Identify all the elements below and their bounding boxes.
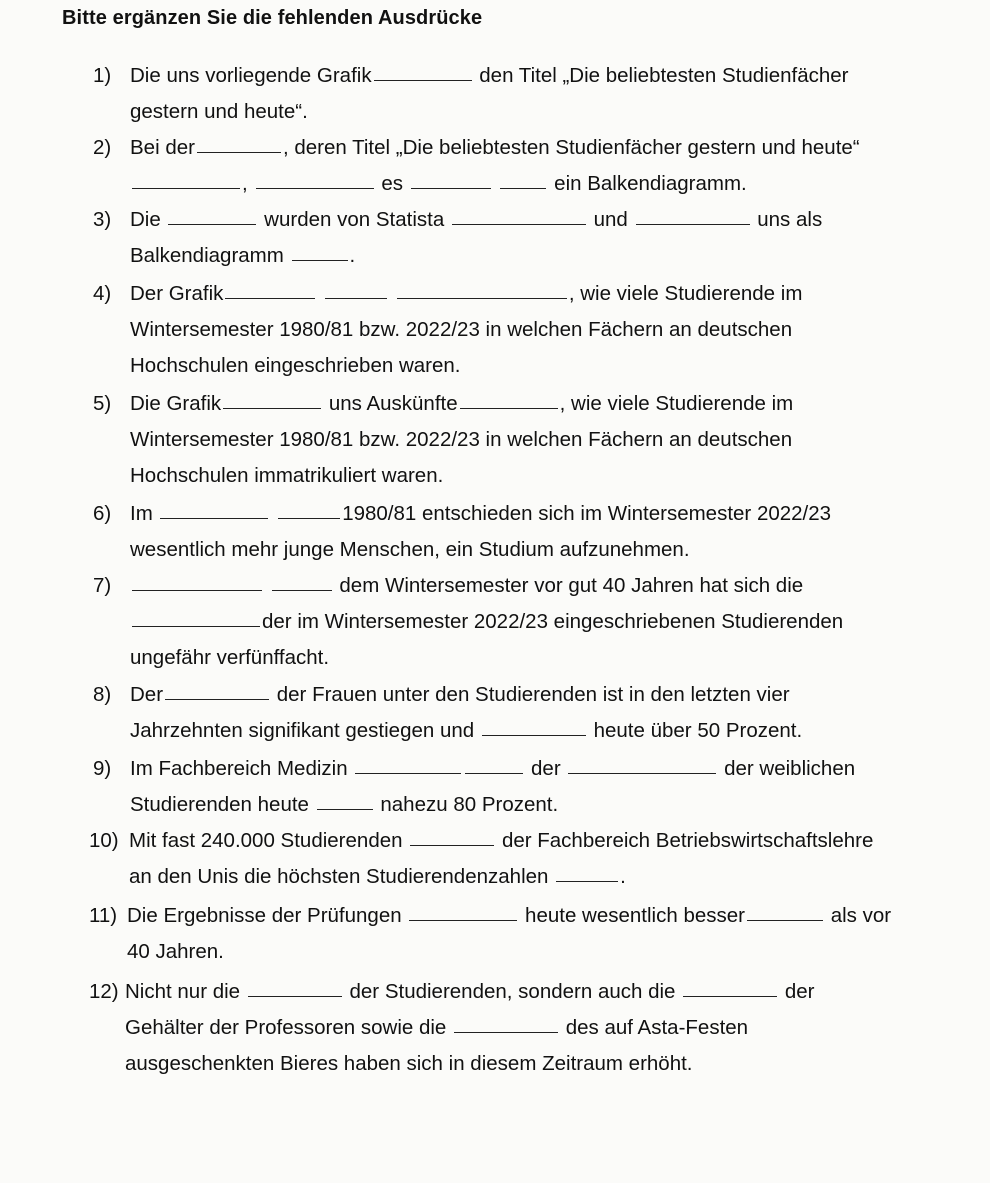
- item-line: [130, 496, 831, 532]
- item-line: [130, 94, 849, 130]
- item-text: der Studierenden, sondern auch die: [349, 980, 676, 1003]
- item-text: Wintersemester 1980/81 bzw. 2022/23 in welchen Fächern an deutschen: [130, 428, 793, 451]
- exercise-item-3: [93, 202, 822, 274]
- item-line: [125, 974, 815, 1010]
- item-text: der: [531, 757, 561, 780]
- item-text: ungefähr verfünffacht.: [130, 646, 330, 669]
- answer-blank[interactable]: [256, 188, 374, 189]
- item-line: [130, 386, 793, 422]
- answer-blank[interactable]: [568, 773, 716, 774]
- item-number: 4): [93, 282, 112, 305]
- item-number: 10): [89, 829, 119, 852]
- item-line: [130, 202, 822, 238]
- item-text: ein Balkendiagramm.: [554, 172, 747, 195]
- item-number: 3): [93, 208, 112, 231]
- answer-blank[interactable]: [747, 920, 823, 921]
- exercise-item-11: [89, 898, 891, 970]
- item-text: der Frauen unter den Studierenden ist in den letzten vier: [276, 683, 790, 706]
- item-text: Balkendiagramm: [130, 244, 284, 267]
- item-number: 2): [93, 136, 112, 159]
- item-text: Wintersemester 1980/81 bzw. 2022/23 in welchen Fächern an deutschen: [130, 318, 793, 341]
- item-text: Nicht nur die: [125, 980, 241, 1003]
- answer-blank[interactable]: [160, 518, 268, 519]
- item-text: dem Wintersemester vor gut 40 Jahren hat sich die: [339, 574, 804, 597]
- exercise-item-2: [93, 130, 860, 202]
- item-number: 8): [93, 683, 112, 706]
- answer-blank[interactable]: [452, 224, 586, 225]
- item-text: Mit fast 240.000 Studierenden: [129, 829, 403, 852]
- item-line: [130, 751, 855, 787]
- item-line: [130, 568, 843, 604]
- item-line: [129, 823, 873, 859]
- answer-blank[interactable]: [411, 188, 491, 189]
- answer-blank[interactable]: [410, 845, 494, 846]
- item-text: der Fachbereich Betriebswirtschaftslehre: [501, 829, 874, 852]
- item-text: des auf Asta-Festen: [565, 1016, 749, 1039]
- item-text: wesentlich mehr junge Menschen, ein Studium aufzunehmen.: [130, 538, 690, 561]
- item-line: [130, 276, 802, 312]
- item-line: [130, 532, 831, 568]
- item-text: Bei der: [130, 136, 195, 159]
- item-line: [130, 713, 802, 749]
- item-text: der: [784, 980, 815, 1003]
- exercise-item-5: [93, 386, 793, 494]
- item-number: 12): [89, 980, 119, 1003]
- item-text: heute wesentlich besser: [525, 904, 745, 927]
- item-line: [130, 604, 843, 640]
- answer-blank[interactable]: [374, 80, 472, 81]
- item-text: es: [381, 172, 404, 195]
- exercise-item-4: [93, 276, 802, 384]
- answer-blank[interactable]: [325, 298, 387, 299]
- item-line: [130, 166, 860, 202]
- answer-blank[interactable]: [278, 518, 340, 519]
- item-text: Im: [130, 502, 153, 525]
- answer-blank[interactable]: [132, 626, 260, 627]
- item-line: [130, 422, 793, 458]
- item-text: uns Auskünfte: [328, 392, 458, 415]
- item-text: wurden von Statista: [264, 208, 445, 231]
- item-line: [125, 1046, 815, 1082]
- answer-blank[interactable]: [197, 152, 281, 153]
- item-number: 1): [93, 64, 112, 87]
- exercise-item-12: [89, 974, 815, 1082]
- answer-blank[interactable]: [465, 773, 523, 774]
- answer-blank[interactable]: [500, 188, 546, 189]
- item-number: 11): [89, 904, 118, 927]
- item-text: , deren Titel „Die beliebtesten Studienfächer gestern und heute“: [282, 136, 860, 159]
- item-line: [130, 130, 860, 166]
- item-number: 6): [93, 502, 112, 525]
- item-text: und: [593, 208, 628, 231]
- answer-blank[interactable]: [636, 224, 750, 225]
- item-line: [130, 348, 802, 384]
- item-text: .: [620, 865, 626, 888]
- exercise-item-8: [93, 677, 802, 749]
- item-line: [130, 458, 793, 494]
- exercise-item-7: [93, 568, 843, 676]
- item-text: Studierenden heute: [130, 793, 309, 816]
- answer-blank[interactable]: [223, 408, 321, 409]
- answer-blank[interactable]: [168, 224, 256, 225]
- item-text: der im Wintersemester 2022/23 eingeschriebenen Studierenden: [262, 610, 844, 633]
- answer-blank[interactable]: [225, 298, 315, 299]
- item-text: Jahrzehnten signifikant gestiegen und: [130, 719, 475, 742]
- item-line: [129, 859, 873, 895]
- item-number: 9): [93, 757, 112, 780]
- item-text: heute über 50 Prozent.: [593, 719, 803, 742]
- answer-blank[interactable]: [132, 590, 262, 591]
- item-text: gestern und heute“.: [130, 100, 308, 123]
- item-line: [130, 640, 843, 676]
- item-line: [130, 312, 802, 348]
- item-number: 5): [93, 392, 112, 415]
- item-text: Im Fachbereich Medizin: [130, 757, 348, 780]
- item-line: [127, 898, 891, 934]
- exercise-item-6: [93, 496, 831, 568]
- item-text: , wie viele Studierende im: [568, 282, 803, 305]
- item-text: ,: [242, 172, 248, 195]
- answer-blank[interactable]: [165, 699, 269, 700]
- item-text: Hochschulen eingeschrieben waren.: [130, 354, 461, 377]
- exercise-item-9: [93, 751, 855, 823]
- page-title: Bitte ergänzen Sie die fehlenden Ausdrücke: [62, 7, 483, 29]
- item-line: [130, 238, 822, 274]
- item-text: an den Unis die höchsten Studierendenzahlen: [129, 865, 549, 888]
- item-text: ausgeschenkten Bieres haben sich in diesem Zeitraum erhöht.: [125, 1052, 693, 1075]
- item-text: der weiblichen: [724, 757, 856, 780]
- item-text: Hochschulen immatrikuliert waren.: [130, 464, 444, 487]
- item-text: .: [349, 244, 356, 267]
- item-text: Der Grafik: [130, 282, 224, 305]
- item-text: Die uns vorliegende Grafik: [130, 64, 372, 87]
- answer-blank[interactable]: [556, 881, 618, 882]
- item-text: als vor: [830, 904, 892, 927]
- item-text: den Titel „Die beliebtesten Studienfächer: [479, 64, 849, 87]
- answer-blank[interactable]: [460, 408, 558, 409]
- item-text: Die Grafik: [130, 392, 222, 415]
- answer-blank[interactable]: [292, 260, 348, 261]
- answer-blank[interactable]: [132, 188, 240, 189]
- exercise-item-10: [89, 823, 873, 895]
- item-text: Die: [130, 208, 161, 231]
- answer-blank[interactable]: [482, 735, 586, 736]
- item-line: [125, 1010, 815, 1046]
- answer-blank[interactable]: [683, 996, 777, 997]
- item-text: uns als: [757, 208, 823, 231]
- item-text: Gehälter der Professoren sowie die: [125, 1016, 447, 1039]
- exercise-item-1: [93, 58, 849, 130]
- item-text: 40 Jahren.: [127, 940, 224, 963]
- answer-blank[interactable]: [409, 920, 517, 921]
- item-line: [127, 934, 891, 970]
- answer-blank[interactable]: [454, 1032, 558, 1033]
- answer-blank[interactable]: [317, 809, 373, 810]
- item-line: [130, 787, 855, 823]
- answer-blank[interactable]: [397, 298, 567, 299]
- item-text: nahezu 80 Prozent.: [380, 793, 559, 816]
- item-text: , wie viele Studierende im: [559, 392, 794, 415]
- item-line: [130, 677, 802, 713]
- item-number: 7): [93, 574, 112, 597]
- item-line: [130, 58, 849, 94]
- answer-blank[interactable]: [272, 590, 332, 591]
- item-text: Die Ergebnisse der Prüfungen: [127, 904, 402, 927]
- item-text: Der: [130, 683, 164, 706]
- item-text: 1980/81 entschieden sich im Wintersemester 2022/23: [342, 502, 832, 525]
- answer-blank[interactable]: [355, 773, 461, 774]
- answer-blank[interactable]: [248, 996, 342, 997]
